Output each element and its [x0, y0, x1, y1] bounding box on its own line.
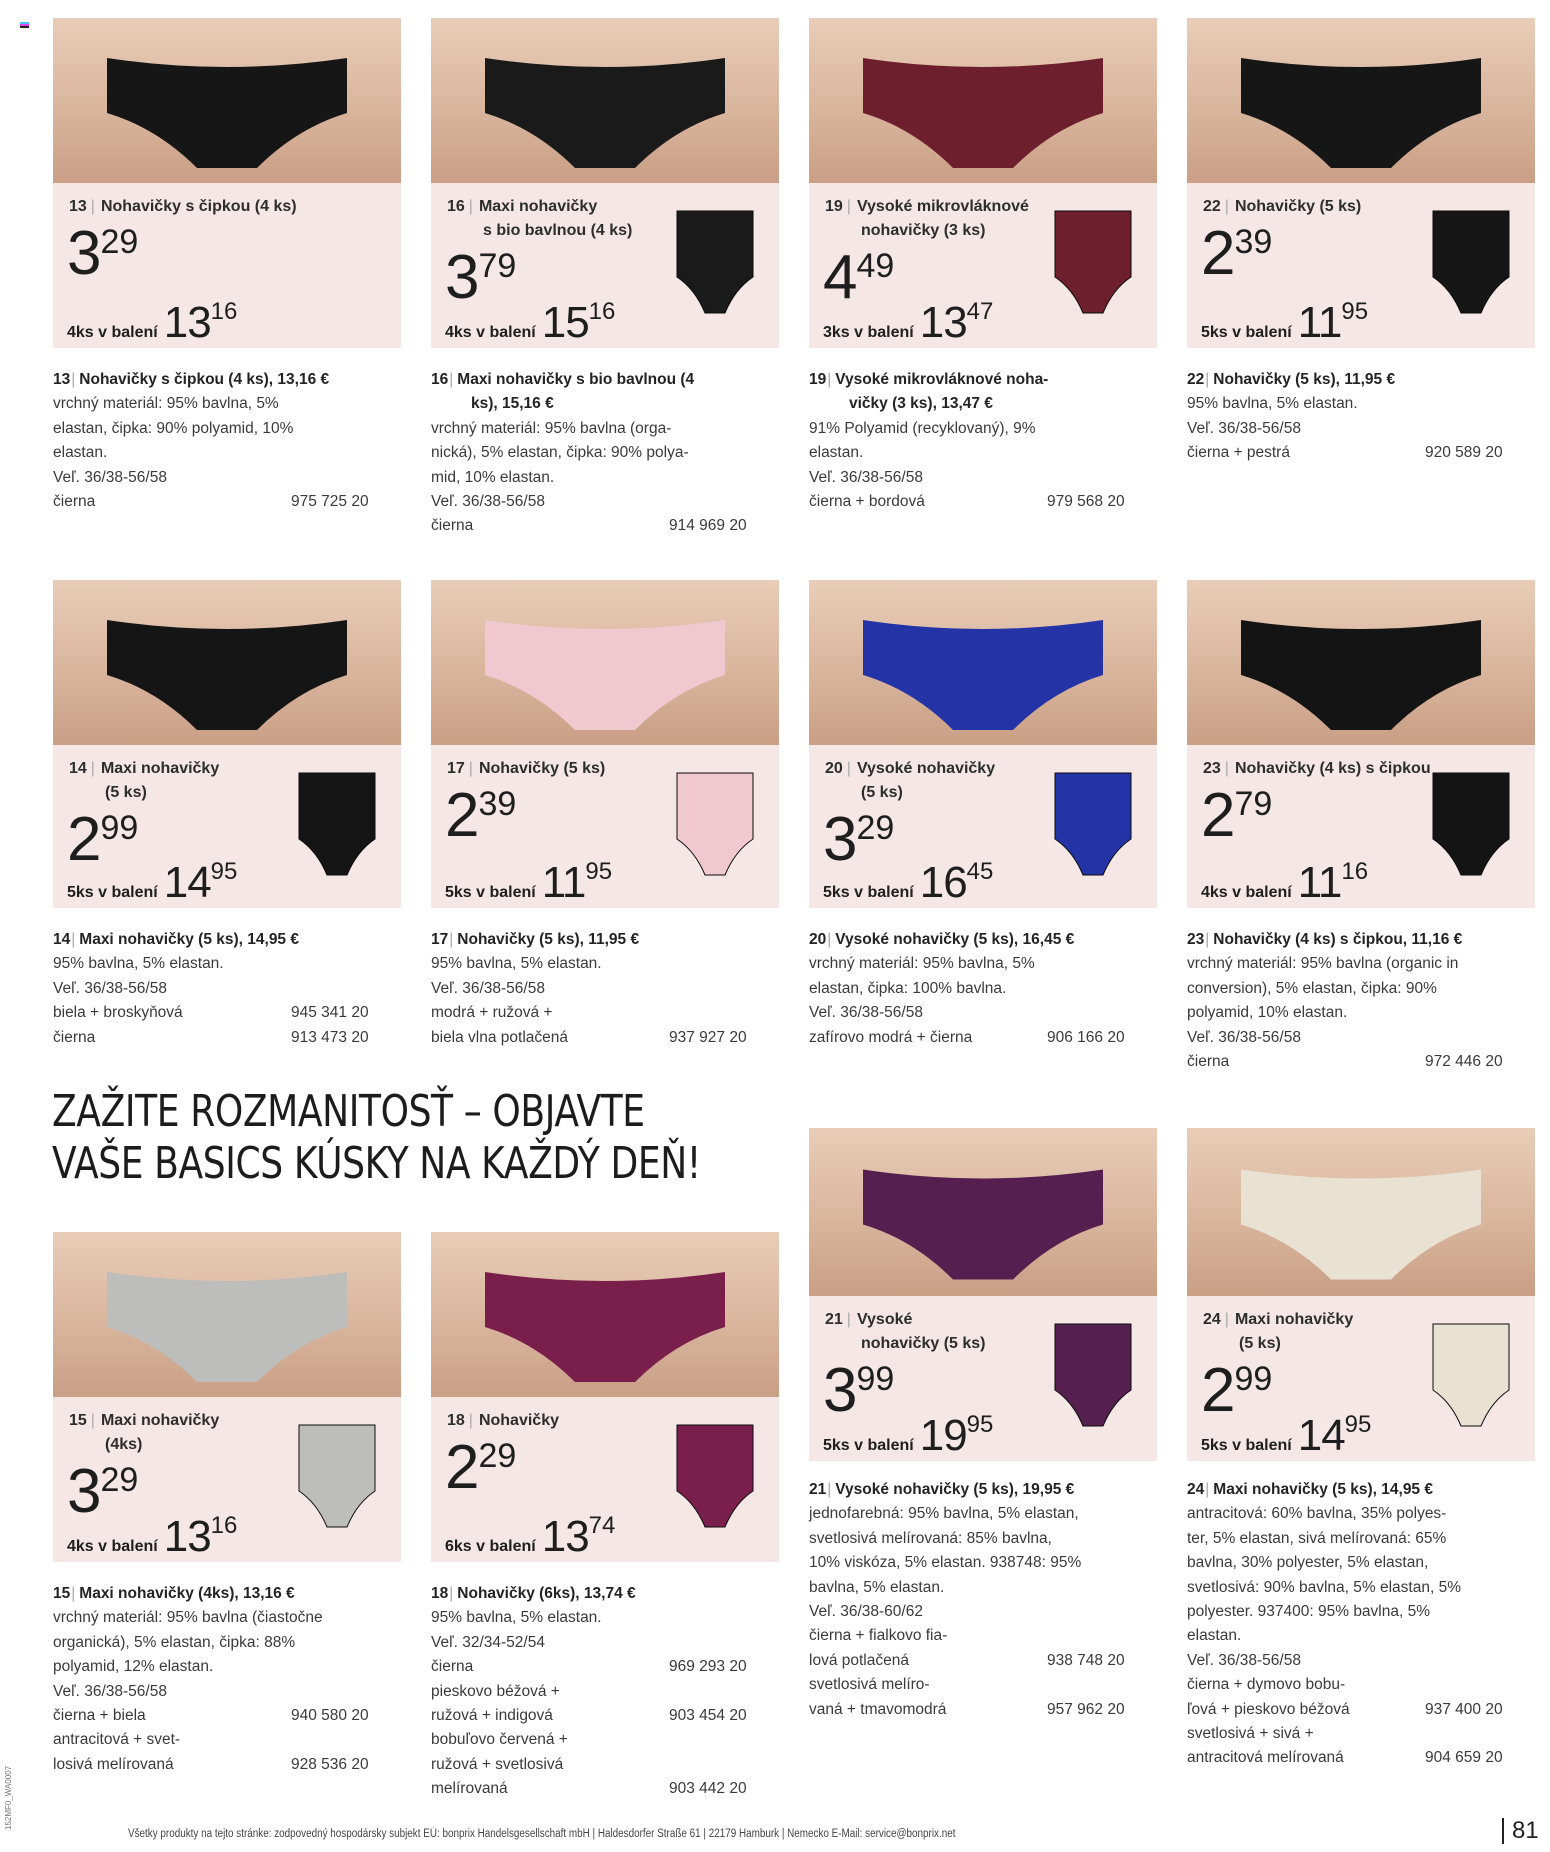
price-box-title: 14 | Maxi nohavičky (5 ks) [69, 760, 220, 801]
variant-row [431, 1680, 779, 1704]
price-box-title: 24 | Maxi nohavičky (5 ks) [1203, 1311, 1354, 1352]
size-range: Veľ. 36/38-56/58 [1187, 1028, 1301, 1046]
article-number: 938 748 20 [1047, 1651, 1125, 1669]
material-line: polyamid, 12% elastan. [53, 1658, 214, 1676]
pack-price: 5ks v balení 1195 [1201, 298, 1369, 347]
article-number: 940 580 20 [291, 1707, 369, 1725]
material-line: bavlna, 5% elastan. [809, 1578, 945, 1596]
material-line: vrchný materiál: 95% bavlna (čiastočne [53, 1609, 323, 1627]
pack-price: 5ks v balení 1495 [1201, 1411, 1372, 1460]
variant-color: čierna + fialkovo fia- [809, 1627, 948, 1645]
material-line: 95% bavlna, 5% elastan. [431, 955, 602, 973]
price-box [809, 745, 1157, 908]
pack-product-image [675, 207, 755, 317]
variant-row [1187, 1673, 1535, 1697]
price-box [1187, 1296, 1535, 1461]
pack-product-image [297, 1421, 377, 1531]
pack-price: 4ks v balení 1516 [445, 298, 616, 347]
material-line: jednofarebná: 95% bavlna, 5% elastan, [809, 1505, 1079, 1523]
variant-row [809, 1649, 1157, 1673]
description-title: 13| Nohavičky s čipkou (4 ks), 13,16 € [53, 371, 330, 388]
garment-illustration [475, 580, 735, 745]
material-line: svetlosivá: 90% bavlna, 5% elastan, 5% [1187, 1578, 1461, 1596]
product-card-22[interactable] [1187, 18, 1535, 588]
product-card-19[interactable] [809, 18, 1157, 588]
product-description [53, 928, 401, 1050]
garment-illustration [853, 18, 1113, 183]
unit-price: 239 [1201, 219, 1273, 288]
pack-product-image [1431, 769, 1511, 879]
material-line: conversion), 5% elastan, čipka: 90% [1187, 979, 1437, 997]
variant-color: antracitová melírovaná [1187, 1749, 1344, 1767]
article-number: 975 725 20 [291, 493, 369, 511]
garment-illustration [475, 1232, 735, 1397]
variant-color: lová potlačená [809, 1651, 909, 1669]
product-description [809, 928, 1157, 1050]
article-number: 914 969 20 [669, 517, 747, 535]
article-number: 920 589 20 [1425, 444, 1503, 462]
material-line: vrchný materiál: 95% bavlna, 5% [53, 395, 279, 413]
unit-price: 329 [823, 805, 895, 874]
product-description [809, 1478, 1157, 1722]
variant-color: melírovaná [431, 1780, 508, 1798]
variant-color: biela vlna potlačená [431, 1028, 569, 1046]
product-description [431, 1582, 779, 1802]
pack-product-image [1431, 1320, 1511, 1430]
article-number: 903 442 20 [669, 1780, 747, 1798]
variant-color: losivá melírovaná [53, 1755, 174, 1773]
pack-price: 4ks v balení 1316 [67, 1512, 238, 1561]
unit-price: 299 [67, 805, 139, 874]
size-range: Veľ. 36/38-56/58 [431, 493, 545, 511]
price-box [431, 1397, 779, 1562]
material-line: ter, 5% elastan, sivá melírovaná: 65% [1187, 1529, 1447, 1547]
article-number: 972 446 20 [1425, 1053, 1503, 1071]
product-card-14[interactable] [53, 580, 401, 1148]
material-line: elastan, čipka: 90% polyamid, 10% [53, 419, 294, 437]
product-card-18[interactable] [431, 1232, 779, 1802]
material-line: polyester. 937400: 95% bavlna, 5% [1187, 1603, 1431, 1621]
product-description [1187, 928, 1535, 1074]
product-photo[interactable] [1187, 18, 1535, 183]
variant-row [53, 1704, 401, 1728]
variant-color: bobuľovo červená + [431, 1731, 568, 1749]
variant-color: biela + broskyňová [53, 1004, 183, 1022]
size-range: Veľ. 36/38-56/58 [809, 468, 923, 486]
material-line: antracitová: 60% bavlna, 35% polyes- [1187, 1505, 1447, 1523]
variant-color: svetlosivá melíro- [809, 1676, 930, 1694]
material-line: 10% viskóza, 5% elastan. 938748: 95% [809, 1554, 1082, 1572]
material-line: 95% bavlna, 5% elastan. [1187, 395, 1358, 413]
variant-color: čierna + biela [53, 1707, 146, 1725]
variant-row [431, 1026, 779, 1050]
garment-illustration [1231, 1128, 1491, 1296]
price-box-title: 23 | Nohavičky (4 ks) s čipkou [1203, 760, 1431, 777]
pack-product-image [1053, 769, 1133, 879]
unit-price: 379 [445, 243, 517, 312]
variant-color: vaná + tmavomodrá [809, 1700, 947, 1718]
product-description [53, 368, 401, 514]
product-description [1187, 368, 1535, 466]
variant-row [1187, 1746, 1535, 1770]
size-range: Veľ. 36/38-56/58 [1187, 1651, 1301, 1669]
price-box-title: 17 | Nohavičky (5 ks) [447, 760, 606, 777]
variant-color: čierna + bordová [809, 493, 925, 511]
product-photo[interactable] [431, 580, 779, 745]
pack-product-image [675, 769, 755, 879]
variant-row [431, 1001, 779, 1025]
product-description [1187, 1478, 1535, 1771]
product-photo[interactable] [431, 1232, 779, 1397]
size-range: Veľ. 36/38-56/58 [53, 1682, 167, 1700]
product-description [431, 928, 779, 1050]
variant-color: modrá + ružová + [431, 1004, 553, 1022]
product-photo[interactable] [809, 1128, 1157, 1296]
product-photo[interactable] [809, 18, 1157, 183]
price-box [53, 1397, 401, 1562]
size-range: Veľ. 36/38-56/58 [809, 1004, 923, 1022]
variant-color: zafírovo modrá + čierna [809, 1028, 973, 1046]
unit-price: 229 [445, 1433, 517, 1502]
price-box-title: 18 | Nohavičky [447, 1412, 559, 1429]
article-number: 903 454 20 [669, 1707, 747, 1725]
material-line: nická), 5% elastan, čipka: 90% polya- [431, 444, 689, 462]
material-line: elastan. [809, 444, 864, 462]
price-box-title: 19 | Vysoké mikrovláknové nohavičky (3 ks) [825, 198, 1029, 239]
material-line: vrchný materiál: 95% bavlna (orga- [431, 419, 672, 437]
variant-row [431, 1777, 779, 1801]
product-description [53, 1582, 401, 1777]
article-number: 913 473 20 [291, 1028, 369, 1046]
variant-row [1187, 1698, 1535, 1722]
garment-illustration [853, 580, 1113, 745]
article-number: 904 659 20 [1425, 1749, 1503, 1767]
pack-product-image [1053, 207, 1133, 317]
description-title: 16| Maxi nohavičky s bio bavlnou (4 ks), 15,16 € [431, 371, 695, 413]
variant-row [1187, 441, 1535, 465]
size-range: Veľ. 36/38-56/58 [53, 979, 167, 997]
print-registration-mark [20, 22, 29, 29]
price-box-title: 22 | Nohavičky (5 ks) [1203, 198, 1362, 215]
pack-price: 5ks v balení 1645 [823, 858, 994, 907]
size-range: Veľ. 36/38-56/58 [431, 979, 545, 997]
product-description [431, 368, 779, 539]
price-box-title: 16 | Maxi nohavičky s bio bavlnou (4 ks) [447, 198, 633, 239]
variant-row [809, 1624, 1157, 1648]
material-line: vrchný materiál: 95% bavlna, 5% [809, 955, 1035, 973]
product-photo[interactable] [1187, 1128, 1535, 1296]
variant-color: čierna [431, 1658, 474, 1676]
variant-row [431, 1753, 779, 1777]
material-line: 95% bavlna, 5% elastan. [431, 1609, 602, 1627]
price-box-title: 13 | Nohavičky s čipkou (4 ks) [69, 198, 297, 215]
product-card-13[interactable] [53, 18, 401, 588]
variant-row [53, 1026, 401, 1050]
price-box-title: 21 | Vysoké nohavičky (5 ks) [825, 1311, 986, 1352]
price-box [1187, 745, 1535, 908]
description-title: 22| Nohavičky (5 ks), 11,95 € [1187, 371, 1396, 388]
material-line: polyamid, 10% elastan. [1187, 1004, 1348, 1022]
material-line: elastan, čipka: 100% bavlna. [809, 979, 1007, 997]
pack-price: 3ks v balení 1347 [823, 298, 994, 347]
article-number: 945 341 20 [291, 1004, 369, 1022]
legal-footer: Všetky produkty na tejto stránke: zodpovedný hospodársky subjekt EÚ: bonprix Handelsgesellschaft mbH | Haldesdorfer Straße 61 | 22179 Hamburk | Nemecko E-Mail: service@bonprix.net [128, 1828, 956, 1840]
material-line: elastan. [1187, 1627, 1242, 1645]
article-number: 937 927 20 [669, 1028, 747, 1046]
product-card-24[interactable] [1187, 1128, 1535, 1767]
variant-row [431, 1704, 779, 1728]
variant-row [431, 514, 779, 538]
garment-illustration [97, 1232, 357, 1397]
description-title: 24| Maxi nohavičky (5 ks), 14,95 € [1187, 1481, 1433, 1498]
pack-product-image [1431, 207, 1511, 317]
variant-row [1187, 1722, 1535, 1746]
product-photo[interactable] [1187, 580, 1535, 745]
variant-color: čierna [431, 517, 474, 535]
product-photo[interactable] [809, 580, 1157, 745]
description-title: 23| Nohavičky (4 ks) s čipkou, 11,16 € [1187, 931, 1463, 948]
variant-row [53, 1728, 401, 1752]
article-number: 957 962 20 [1047, 1700, 1125, 1718]
pack-product-image [1053, 1320, 1133, 1430]
description-title: 21| Vysoké nohavičky (5 ks), 19,95 € [809, 1481, 1075, 1498]
price-box [809, 183, 1157, 348]
variant-row [53, 1753, 401, 1777]
product-photo[interactable] [53, 580, 401, 745]
price-box [53, 745, 401, 908]
description-title: 14| Maxi nohavičky (5 ks), 14,95 € [53, 931, 299, 948]
article-number: 979 568 20 [1047, 493, 1125, 511]
description-title: 19| Vysoké mikrovláknové noha- vičky (3 ks), 13,47 € [809, 371, 1049, 413]
price-box-title: 20 | Vysoké nohavičky (5 ks) [825, 760, 996, 801]
article-number: 969 293 20 [669, 1658, 747, 1676]
headline-line-2: VAŠE BASICS KÚSKY NA KAŽDÝ DEŇ! [52, 1138, 701, 1189]
page-headline [52, 1086, 701, 1190]
pack-price: 6ks v balení 1374 [445, 1512, 616, 1561]
size-range: Veľ. 32/34-52/54 [431, 1633, 545, 1651]
price-box [809, 1296, 1157, 1461]
page-number: 81 [1502, 1818, 1539, 1844]
garment-illustration [1231, 580, 1491, 745]
garment-illustration [97, 18, 357, 183]
pack-product-image [297, 769, 377, 879]
description-title: 18| Nohavičky (6ks), 13,74 € [431, 1585, 636, 1602]
price-box [53, 183, 401, 348]
variant-color: svetlosivá + sivá + [1187, 1725, 1314, 1743]
material-line: 95% bavlna, 5% elastan. [53, 955, 224, 973]
pack-product-image [675, 1421, 755, 1531]
variant-color: antracitová + svet- [53, 1731, 181, 1749]
product-photo[interactable] [431, 18, 779, 183]
price-box [1187, 183, 1535, 348]
variant-row [809, 1673, 1157, 1697]
variant-row [809, 490, 1157, 514]
pack-price: 4ks v balení 1116 [1201, 858, 1369, 907]
article-number: 906 166 20 [1047, 1028, 1125, 1046]
variant-color: čierna + dymovo bobu- [1187, 1676, 1346, 1694]
material-line: mid, 10% elastan. [431, 468, 555, 486]
garment-illustration [475, 18, 735, 183]
product-photo[interactable] [53, 18, 401, 183]
pack-price: 5ks v balení 1195 [445, 858, 613, 907]
variant-row [809, 1698, 1157, 1722]
unit-price: 239 [445, 781, 517, 850]
variant-row [1187, 1050, 1535, 1074]
unit-price: 279 [1201, 781, 1273, 850]
variant-color: čierna [53, 1028, 96, 1046]
unit-price: 329 [67, 219, 139, 288]
unit-price: 399 [823, 1356, 895, 1425]
price-box [431, 183, 779, 348]
variant-color: čierna [53, 493, 96, 511]
size-range: Veľ. 36/38-56/58 [1187, 419, 1301, 437]
variant-row [431, 1655, 779, 1679]
variant-color: ružová + indigová [431, 1707, 553, 1725]
variant-row [431, 1728, 779, 1752]
price-box [431, 745, 779, 908]
variant-color: ružová + svetlosivá [431, 1755, 564, 1773]
size-range: Veľ. 36/38-56/58 [53, 468, 167, 486]
side-catalog-code: 152MF0_WA0007 [4, 1765, 13, 1830]
garment-illustration [1231, 18, 1491, 183]
garment-illustration [853, 1128, 1113, 1296]
variant-color: ľová + pieskovo béžová [1187, 1700, 1350, 1718]
material-line: 91% Polyamid (recyklovaný), 9% [809, 419, 1036, 437]
description-title: 17| Nohavičky (5 ks), 11,95 € [431, 931, 640, 948]
variant-row [53, 490, 401, 514]
product-card-20[interactable] [809, 580, 1157, 1148]
headline-line-1: ZAŽITE ROZMANITOSŤ – OBJAVTE [52, 1086, 645, 1137]
description-title: 15| Maxi nohavičky (4ks), 13,16 € [53, 1585, 295, 1602]
product-card-15[interactable] [53, 1232, 401, 1802]
article-number: 937 400 20 [1425, 1700, 1503, 1718]
variant-color: čierna + pestrá [1187, 444, 1290, 462]
product-card-23[interactable] [1187, 580, 1535, 1148]
size-range: Veľ. 36/38-60/62 [809, 1603, 923, 1621]
garment-illustration [97, 580, 357, 745]
unit-price: 329 [67, 1457, 139, 1526]
variant-row [809, 1026, 1157, 1050]
article-number: 928 536 20 [291, 1755, 369, 1773]
variant-color: pieskovo béžová + [431, 1682, 560, 1700]
product-photo[interactable] [53, 1232, 401, 1397]
pack-price: 4ks v balení 1316 [67, 298, 238, 347]
variant-row [53, 1001, 401, 1025]
price-box-title: 15 | Maxi nohavičky (4ks) [69, 1412, 220, 1453]
pack-price: 5ks v balení 1495 [67, 858, 238, 907]
material-line: elastan. [53, 444, 108, 462]
material-line: vrchný materiál: 95% bavlna (organic in [1187, 955, 1459, 973]
material-line: svetlosivá melírovaná: 85% bavlna, [809, 1529, 1052, 1547]
variant-color: čierna [1187, 1053, 1230, 1071]
unit-price: 299 [1201, 1356, 1273, 1425]
product-card-17[interactable] [431, 580, 779, 1148]
description-title: 20| Vysoké nohavičky (5 ks), 16,45 € [809, 931, 1075, 948]
pack-price: 5ks v balení 1995 [823, 1411, 994, 1460]
material-line: bavlna, 30% polyester, 5% elastan, [1187, 1554, 1429, 1572]
product-card-21[interactable] [809, 1128, 1157, 1718]
product-description [809, 368, 1157, 514]
unit-price: 449 [823, 243, 895, 312]
material-line: organická), 5% elastan, čipka: 88% [53, 1633, 296, 1651]
product-card-16[interactable] [431, 18, 779, 588]
